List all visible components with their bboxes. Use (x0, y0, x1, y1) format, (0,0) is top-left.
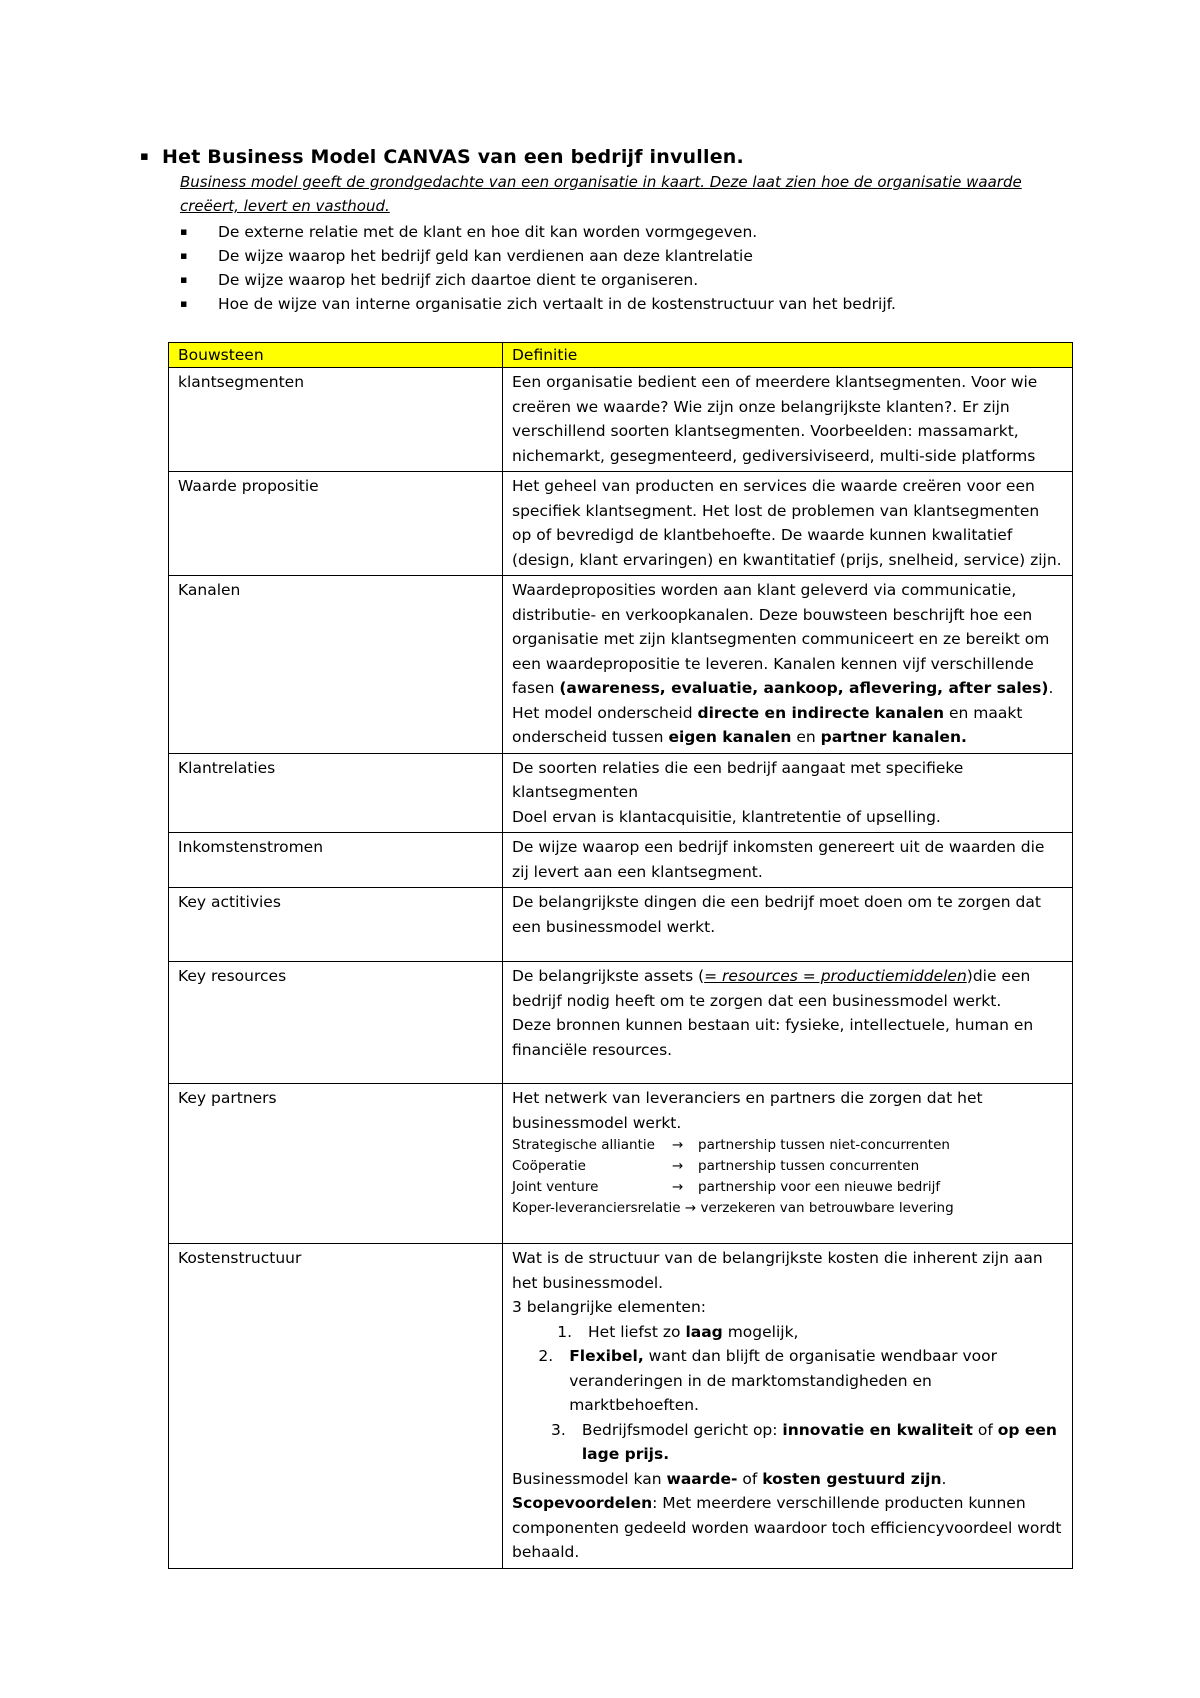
text-run: . Het model onderscheid (512, 679, 1054, 722)
partner-type-desc: partnership tussen niet-concurrenten (698, 1137, 950, 1153)
row-label: Key resources (169, 962, 503, 1084)
definition-line: Wat is de structuur van de belangrijkste kosten die inherent zijn aan het businessmodel. (512, 1249, 1043, 1292)
row-label: Key partners (169, 1084, 503, 1244)
bold-run: (awareness, evaluatie, aankoop, aflevering, after sales) (559, 679, 1049, 697)
partner-type-row (512, 1177, 1062, 1198)
definition-line (512, 964, 1062, 1013)
text-run: Het liefst zo (588, 1322, 686, 1341)
bold-run: op een lage prijs. (581, 1420, 1057, 1463)
list-item-text (582, 1418, 1062, 1467)
header-definitie: Definitie (503, 343, 1073, 368)
text-run: De belangrijkste assets ( (512, 967, 705, 985)
text-run: )die een bedrijf nodig heeft om te zorgen dat een businessmodel werkt. (512, 967, 1031, 1010)
definition-line (512, 1467, 1062, 1492)
row-definition: De belangrijkste dingen die een bedrijf moet doen om te zorgen dat een businessmodel werkt. (503, 888, 1073, 962)
intro-section (140, 146, 1060, 316)
partner-type-desc: partnership tussen concurrenten (698, 1158, 920, 1174)
text-run: en maakt onderscheid tussen (512, 703, 1023, 746)
arrow-right-icon: → (672, 1158, 684, 1174)
list-item (180, 292, 1060, 316)
table-row (169, 962, 1073, 1084)
table-row (169, 1244, 1073, 1569)
definition-line: Deze bronnen kunnen bestaan uit: fysieke, intellectuele, human en financiële resources. (512, 1016, 1034, 1059)
list-number: 2. (538, 1347, 554, 1365)
list-item (180, 220, 1060, 244)
list-item-text (588, 1320, 798, 1345)
row-definition (503, 962, 1073, 1084)
list-number: 1. (557, 1322, 572, 1341)
bold-run: waarde- (666, 1469, 738, 1488)
row-label: Inkomstenstromen (169, 833, 503, 888)
list-item-text: De wijze waarop het bedrijf geld kan verdienen aan deze klantrelatie (218, 247, 753, 265)
definition-line: 3 belangrijke elementen: (512, 1298, 706, 1316)
row-label: Kostenstructuur (169, 1244, 503, 1569)
intro-text: Business model geeft de grondgedachte van een organisatie in kaart. Deze laat zien hoe de organisatie waarde creëert, levert en vasthoud. (180, 173, 1022, 215)
partner-type-desc: partnership voor een nieuwe bedrijf (698, 1179, 941, 1195)
list-item-text: Hoe de wijze van interne organisatie zich vertaalt in de kostenstructuur van het bedrijf. (218, 295, 896, 313)
arrow-right-icon: → (672, 1179, 684, 1195)
row-definition (503, 1084, 1073, 1244)
text-run: . (941, 1469, 947, 1488)
list-item (532, 1418, 1062, 1467)
text-run: Waardeproposities worden aan klant geleverd via communicatie, distributie- en verkoopkanalen. Deze bouwsteen beschrijft hoe een organisatie met zijn klantsegmenten communiceert en ze bereikt om een waardepropositie te leveren. Kanalen kennen vijf verschillende fasen (512, 581, 1050, 697)
bold-run: eigen kanalen (668, 728, 792, 746)
partner-type-row: Koper-leveranciersrelatie → verzekeren van betrouwbare levering (512, 1200, 954, 1216)
header-bouwsteen: Bouwsteen (169, 343, 503, 368)
numbered-list (532, 1320, 1062, 1467)
row-label: klantsegmenten (169, 368, 503, 472)
bold-run: laag (685, 1322, 723, 1341)
list-number: 3. (551, 1420, 566, 1439)
table-row (169, 753, 1073, 833)
bold-run: Scopevoordelen (512, 1494, 653, 1512)
square-bullet-icon: ▪ (180, 225, 188, 238)
row-label: Waarde propositie (169, 472, 503, 576)
table-row (169, 368, 1073, 472)
page-title: Het Business Model CANVAS van een bedrijf invullen. (162, 146, 744, 168)
partner-type-row (512, 1135, 1062, 1156)
table-row (169, 833, 1073, 888)
row-label: Klantrelaties (169, 753, 503, 833)
partner-type: Strategische alliantie (512, 1137, 655, 1153)
row-definition (503, 1244, 1073, 1569)
text-run: en (791, 728, 821, 746)
list-item (180, 268, 1060, 292)
intro-bullet-list (180, 220, 1060, 316)
list-item-text (569, 1344, 1062, 1418)
partner-type-row (512, 1156, 1062, 1177)
text-run: Bedrijfsmodel gericht op: (581, 1420, 783, 1439)
bold-run: partner kanalen. (820, 728, 967, 746)
square-bullet-icon: ▪ (140, 149, 149, 164)
table-row (169, 888, 1073, 962)
bold-run: Flexibel, (569, 1347, 644, 1365)
italic-underline-run: = resources = productiemiddelen (704, 967, 967, 985)
square-bullet-icon: ▪ (180, 249, 188, 262)
definition-line: Doel ervan is klantacquisitie, klantretentie of upselling. (512, 807, 941, 826)
definition-line (512, 1491, 1062, 1565)
list-item (532, 1320, 1062, 1345)
row-definition: De wijze waarop een bedrijf inkomsten genereert uit de waarden die zij levert aan een klantsegment. (503, 833, 1073, 888)
list-item-text: De wijze waarop het bedrijf zich daartoe dient te organiseren. (218, 271, 699, 289)
bold-run: innovatie en kwaliteit (782, 1420, 973, 1439)
square-bullet-icon: ▪ (180, 273, 188, 286)
text-run: of (737, 1469, 763, 1488)
row-definition: Het geheel van producten en services die waarde creëren voor een specifiek klantsegment. Het lost de problemen van klantsegmenten op of bevredigd de klantbehoefte. De waarde kunnen kwalitatief (design, klant ervaringen) en kwantitatief (prijs, snelheid, service) zijn. (503, 472, 1073, 576)
row-definition: Een organisatie bedient een of meerdere klantsegmenten. Voor wie creëren we waarde? Wie zijn onze belangrijkste klanten?. Er zijn verschillend soorten klantsegmenten. Voorbeelden: massamarkt, nichemarkt, gesegmenteerd, gediversiviseerd, multi-side platforms (503, 368, 1073, 472)
partner-type: Coöperatie (512, 1158, 586, 1174)
text-run: Businessmodel kan (512, 1469, 667, 1488)
row-label: Key actitivies (169, 888, 503, 962)
table-header-row (169, 343, 1073, 368)
text-run: : Met meerdere verschillende producten kunnen componenten gedeeld worden waardoor toch efficiencyvoordeel wordt behaald. (512, 1494, 1062, 1561)
square-bullet-icon: ▪ (180, 297, 188, 310)
text-run: mogelijk, (722, 1322, 799, 1341)
row-label: Kanalen (169, 576, 503, 754)
text-run: want dan blijft de organisatie wendbaar voor veranderingen in de marktomstandigheden en marktbehoeften. (569, 1347, 997, 1414)
row-definition (503, 576, 1073, 754)
partner-types (512, 1135, 1062, 1219)
bold-run: kosten gestuurd zijn (762, 1469, 942, 1488)
row-definition (503, 753, 1073, 833)
list-item (532, 1344, 1062, 1418)
table-row (169, 576, 1073, 754)
canvas-table (168, 342, 1073, 1569)
list-item-text: De externe relatie met de klant en hoe dit kan worden vormgegeven. (218, 223, 758, 241)
text-run: of (972, 1420, 998, 1439)
table-row (169, 472, 1073, 576)
bold-run: directe en indirecte kanalen (697, 703, 945, 722)
definition-line: Het netwerk van leveranciers en partners die zorgen dat het businessmodel werkt. (512, 1089, 983, 1132)
partner-type: Joint venture (512, 1179, 599, 1195)
table-row (169, 1084, 1073, 1244)
list-item (180, 244, 1060, 268)
definition-line: De soorten relaties die een bedrijf aangaat met specifieke klantsegmenten (512, 758, 964, 801)
arrow-right-icon: → (672, 1137, 684, 1153)
